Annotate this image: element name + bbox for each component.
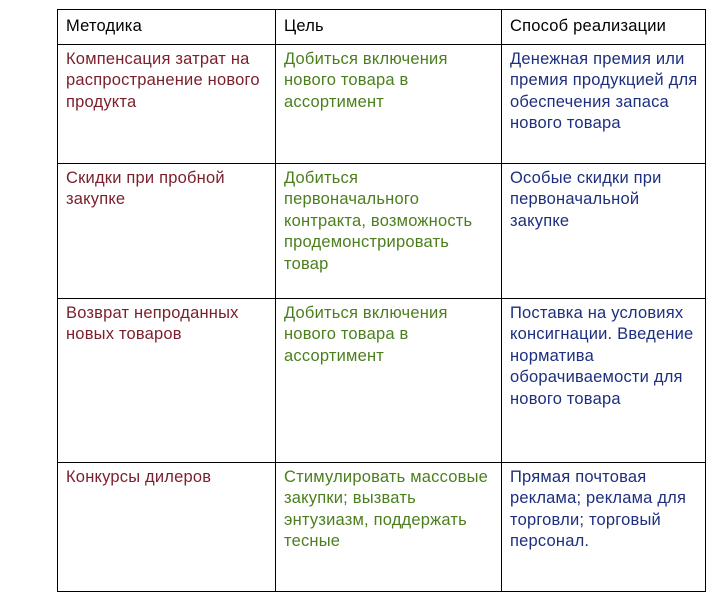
cell-way: Особые скидки при первоначальной закупке bbox=[502, 163, 706, 298]
cell-goal: Добиться включения нового товара в ассортимент bbox=[276, 44, 502, 163]
table-row bbox=[58, 44, 706, 163]
table-row bbox=[58, 298, 706, 462]
cell-method: Возврат непроданных новых товаров bbox=[58, 298, 276, 462]
cell-goal: Добиться первоначального контракта, возможность продемонстрировать товар bbox=[276, 163, 502, 298]
cell-goal: Стимулировать массовые закупки; вызвать энтузиазм, поддержать тесные bbox=[276, 462, 502, 591]
table-row bbox=[58, 462, 706, 591]
methods-table bbox=[57, 9, 706, 592]
cell-method: Компенсация затрат на распространение нового продукта bbox=[58, 44, 276, 163]
header-method: Методика bbox=[58, 10, 276, 45]
cell-goal: Добиться включения нового товара в ассортимент bbox=[276, 298, 502, 462]
cell-way: Денежная премия или премия продукцией для обеспечения запаса нового товара bbox=[502, 44, 706, 163]
table-header-row bbox=[58, 10, 706, 45]
header-way: Способ реализации bbox=[502, 10, 706, 45]
cell-method: Скидки при пробной закупке bbox=[58, 163, 276, 298]
cell-way: Поставка на условиях консигнации. Введение норматива оборачиваемости для нового товара bbox=[502, 298, 706, 462]
cell-method: Конкурсы дилеров bbox=[58, 462, 276, 591]
table-row bbox=[58, 163, 706, 298]
cell-way: Прямая почтовая реклама; реклама для торговли; торговый персонал. bbox=[502, 462, 706, 591]
header-goal: Цель bbox=[276, 10, 502, 45]
